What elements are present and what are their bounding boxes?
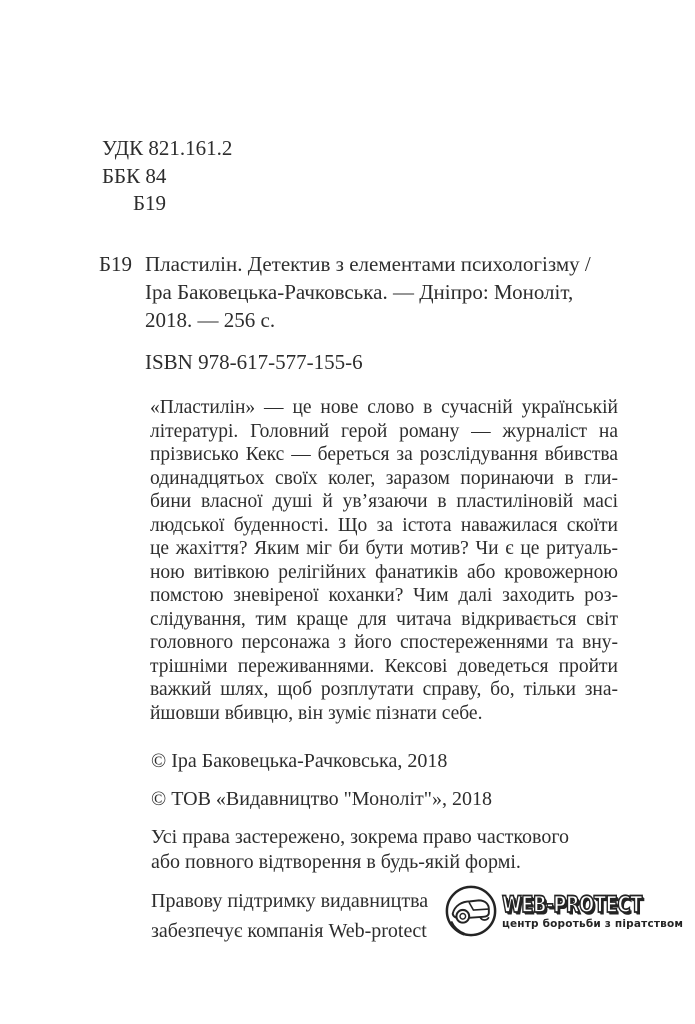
logo-text-block [502, 883, 683, 930]
annotation-line: прізвисько Кекс — береться за розслідування вбивства [150, 444, 618, 465]
legal-support-note [151, 886, 428, 946]
annotation-line: літературі. Головний герой роману — журналіст на [150, 420, 618, 442]
logo-wordmark: WEB-PROTECT [502, 891, 642, 918]
logo-tagline: центр боротьби з піратством [502, 918, 684, 930]
annotation-line: слідування, тим краще для читача відкривається світ [150, 608, 618, 630]
rights-line: Усі права застережено, зокрема право часткового [151, 826, 570, 848]
udc-code: УДК 821.161.2 [102, 136, 233, 160]
car-in-circle-icon [444, 883, 498, 944]
rights-line: або повного відтворення в будь-якій формі. [151, 851, 521, 873]
annotation-line: помстою зневіреної коханки? Чим далі заходить роз- [150, 585, 618, 606]
isbn-number: ISBN 978-617-577-155-6 [145, 350, 363, 374]
card-line: 2018. — 256 с. [145, 308, 276, 332]
copyright-author: © Іра Баковецька-Рачковська, 2018 [151, 750, 448, 772]
annotation-line: ною витівкою релігійних фанатиків або кровожерною [150, 561, 618, 583]
catalog-card-code: Б19 [99, 252, 133, 276]
annotation-line: бини власної душі й ув’язаючи в пластиліновій масі [150, 491, 618, 512]
annotation-line: трішніми переживаннями. Кексові доведеться пройти [150, 655, 618, 677]
annotation-line: головного персонажа з його спостереженнями та вну- [150, 632, 618, 653]
catalog-card-description [145, 250, 625, 334]
annotation-line: важкий шлях, щоб розплутати справу, бо, тільки зна- [150, 679, 618, 700]
classification-codes [102, 135, 232, 218]
annotation-paragraph [150, 396, 618, 725]
annotation-line: людської буденності. Що за істота наважилася скоїти [150, 514, 618, 536]
annotation-line: одинадцятьох своїх колег, заразом поринаючи в гли- [150, 467, 618, 489]
rights-notice [151, 825, 631, 875]
copyright-publisher: © ТОВ «Видавництво "Моноліт"», 2018 [151, 788, 492, 810]
annotation-line: «Пластилін» — це нове слово в сучасній українській [150, 397, 618, 418]
card-line: Іра Баковецька-Рачковська. — Дніпро: Моноліт, [145, 280, 574, 304]
annotation-line: йшовши вбивцю, він зуміє пізнати себе. [150, 702, 483, 724]
legal-support-line: забезпечує компанія Web-protect [151, 920, 427, 942]
author-sign-code: Б19 [133, 191, 167, 215]
legal-support-line: Правову підтримку видавництва [151, 890, 429, 912]
annotation-line: це жахіття? Яким міг би бути мотив? Чи є це ритуаль- [150, 538, 618, 559]
bbk-code: ББК 84 [102, 163, 167, 188]
web-protect-logo [444, 883, 683, 944]
card-line: Пластилін. Детектив з елементами психологізму / [145, 252, 591, 276]
